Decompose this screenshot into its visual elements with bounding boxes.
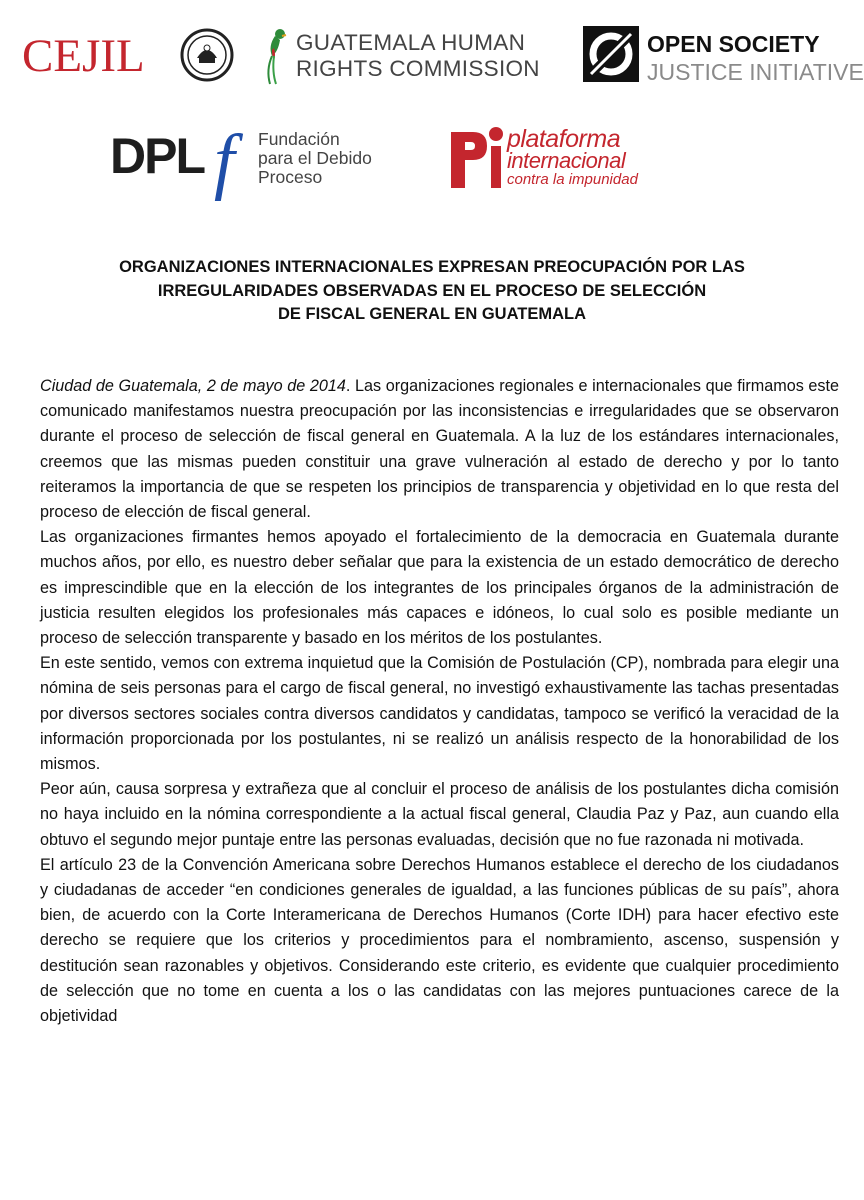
- cejil-seal-icon: [180, 28, 234, 82]
- dplf-logo: [110, 120, 372, 202]
- cejil-wordmark: CEJIL: [22, 30, 145, 82]
- paragraph-3: En este sentido, vemos con extrema inquietud que la Comisión de Postulación (CP), nombrada para elegir una nómina de seis personas para el cargo de fiscal general, no investigó exhaustivamente las tachas presentadas por diversos sectores sociales contra diversos candidatos y candidatas, tampoco se verificó la veracidad de la información proporcionada por los postulantes, ni se realizó un análisis respecto de la honorabilidad de los mismos.: [40, 654, 839, 774]
- dplf-line-2: para el Debido: [258, 148, 372, 168]
- plataforma-line-1: plataforma: [507, 125, 621, 153]
- paragraph-1: [40, 374, 839, 525]
- ghrc-logo: [262, 26, 540, 88]
- osji-logo: [583, 26, 864, 88]
- ghrc-line-1: GUATEMALA HUMAN: [296, 30, 526, 55]
- dplf-f-glyph: f: [214, 120, 235, 202]
- paragraph-4: Peor aún, causa sorpresa y extrañeza que al concluir el proceso de análisis de los postulantes dicha comisión no haya incluido en la nómina correspondiente a la actual fiscal general, Claudia Paz y Paz, aun cuando ella obtuvo el segundo mejor puntaje entre las personas evaluadas, decisión que no fue razonada ni motivada.: [40, 780, 839, 849]
- document-title: [40, 256, 824, 327]
- document-body: [40, 374, 839, 1029]
- cejil-logo: [22, 28, 212, 88]
- plataforma-line-3: contra la impunidad: [507, 171, 638, 188]
- title-line-2: IRREGULARIDADES OBSERVADAS EN EL PROCESO DE SELECCIÓN: [157, 281, 707, 300]
- dplf-line-3: Proceso: [258, 167, 323, 187]
- open-society-emblem-icon: [583, 26, 639, 82]
- plataforma-line-2: internacional: [507, 148, 626, 173]
- paragraph-1-text: . Las organizaciones regionales e internacionales que firmamos este comunicado manifestamos nuestra preocupación por las inconsistencias e irregularidades que se observaron durante el proceso de selección de fiscal general en Guatemala. A la luz de los estándares internacionales, creemos que las mismas pueden constituir una grave vulneración al estado de derecho y por lo tanto reiteramos la importancia de que se respeten los principios de transparencia y objetividad en lo que resta del proceso de elección de fiscal general.: [40, 377, 839, 522]
- paragraph-2: Las organizaciones firmantes hemos apoyado el fortalecimiento de la democracia en Guatemala durante muchos años, por ello, es nuestro deber señalar que para la existencia de un estado democrático de derecho es imprescindible que en la elección de los integrantes de los principales órganos de la administración de justicia resulten elegidos los profesionales más capaces e idóneos, lo cual solo es posible mediante un proceso de selección transparente y basado en los méritos de los postulantes.: [40, 528, 839, 648]
- osji-line-1: OPEN SOCIETY: [647, 31, 820, 57]
- osji-line-2: JUSTICE INITIATIVE: [647, 59, 864, 85]
- paragraph-5: El artículo 23 de la Convención Americana sobre Derechos Humanos establece el derecho de los ciudadanos y ciudadanas de acceder “en condiciones generales de igualdad, a las funciones públicas de su país”, ahora bien, de acuerdo con la Corte Interamericana de Derechos Humanos (Corte IDH) para hacer efectivo este derecho se requiere que los criterios y procedimientos para el nombramiento, ascenso, suspensión y destitución sean razonables y objetivos. Considerando este criterio, es evidente que cualquier procedimiento de selección que no tome en cuenta a los o las candidatas con las mejores puntuaciones carece de la objetividad: [40, 855, 839, 1026]
- plataforma-pi-icon: [447, 124, 505, 190]
- dplf-line-1: Fundación: [258, 129, 340, 149]
- dateline: Ciudad de Guatemala, 2 de mayo de 2014: [40, 377, 346, 395]
- plataforma-logo: [447, 124, 657, 196]
- title-line-3: DE FISCAL GENERAL EN GUATEMALA: [277, 305, 586, 323]
- ghrc-line-2: RIGHTS COMMISSION: [296, 56, 540, 81]
- quetzal-bird-icon: [262, 26, 292, 86]
- title-line-1: ORGANIZACIONES INTERNACIONALES EXPRESAN PREOCUPACIÓN POR LAS: [119, 258, 745, 276]
- dplf-mark: DPL: [110, 128, 204, 184]
